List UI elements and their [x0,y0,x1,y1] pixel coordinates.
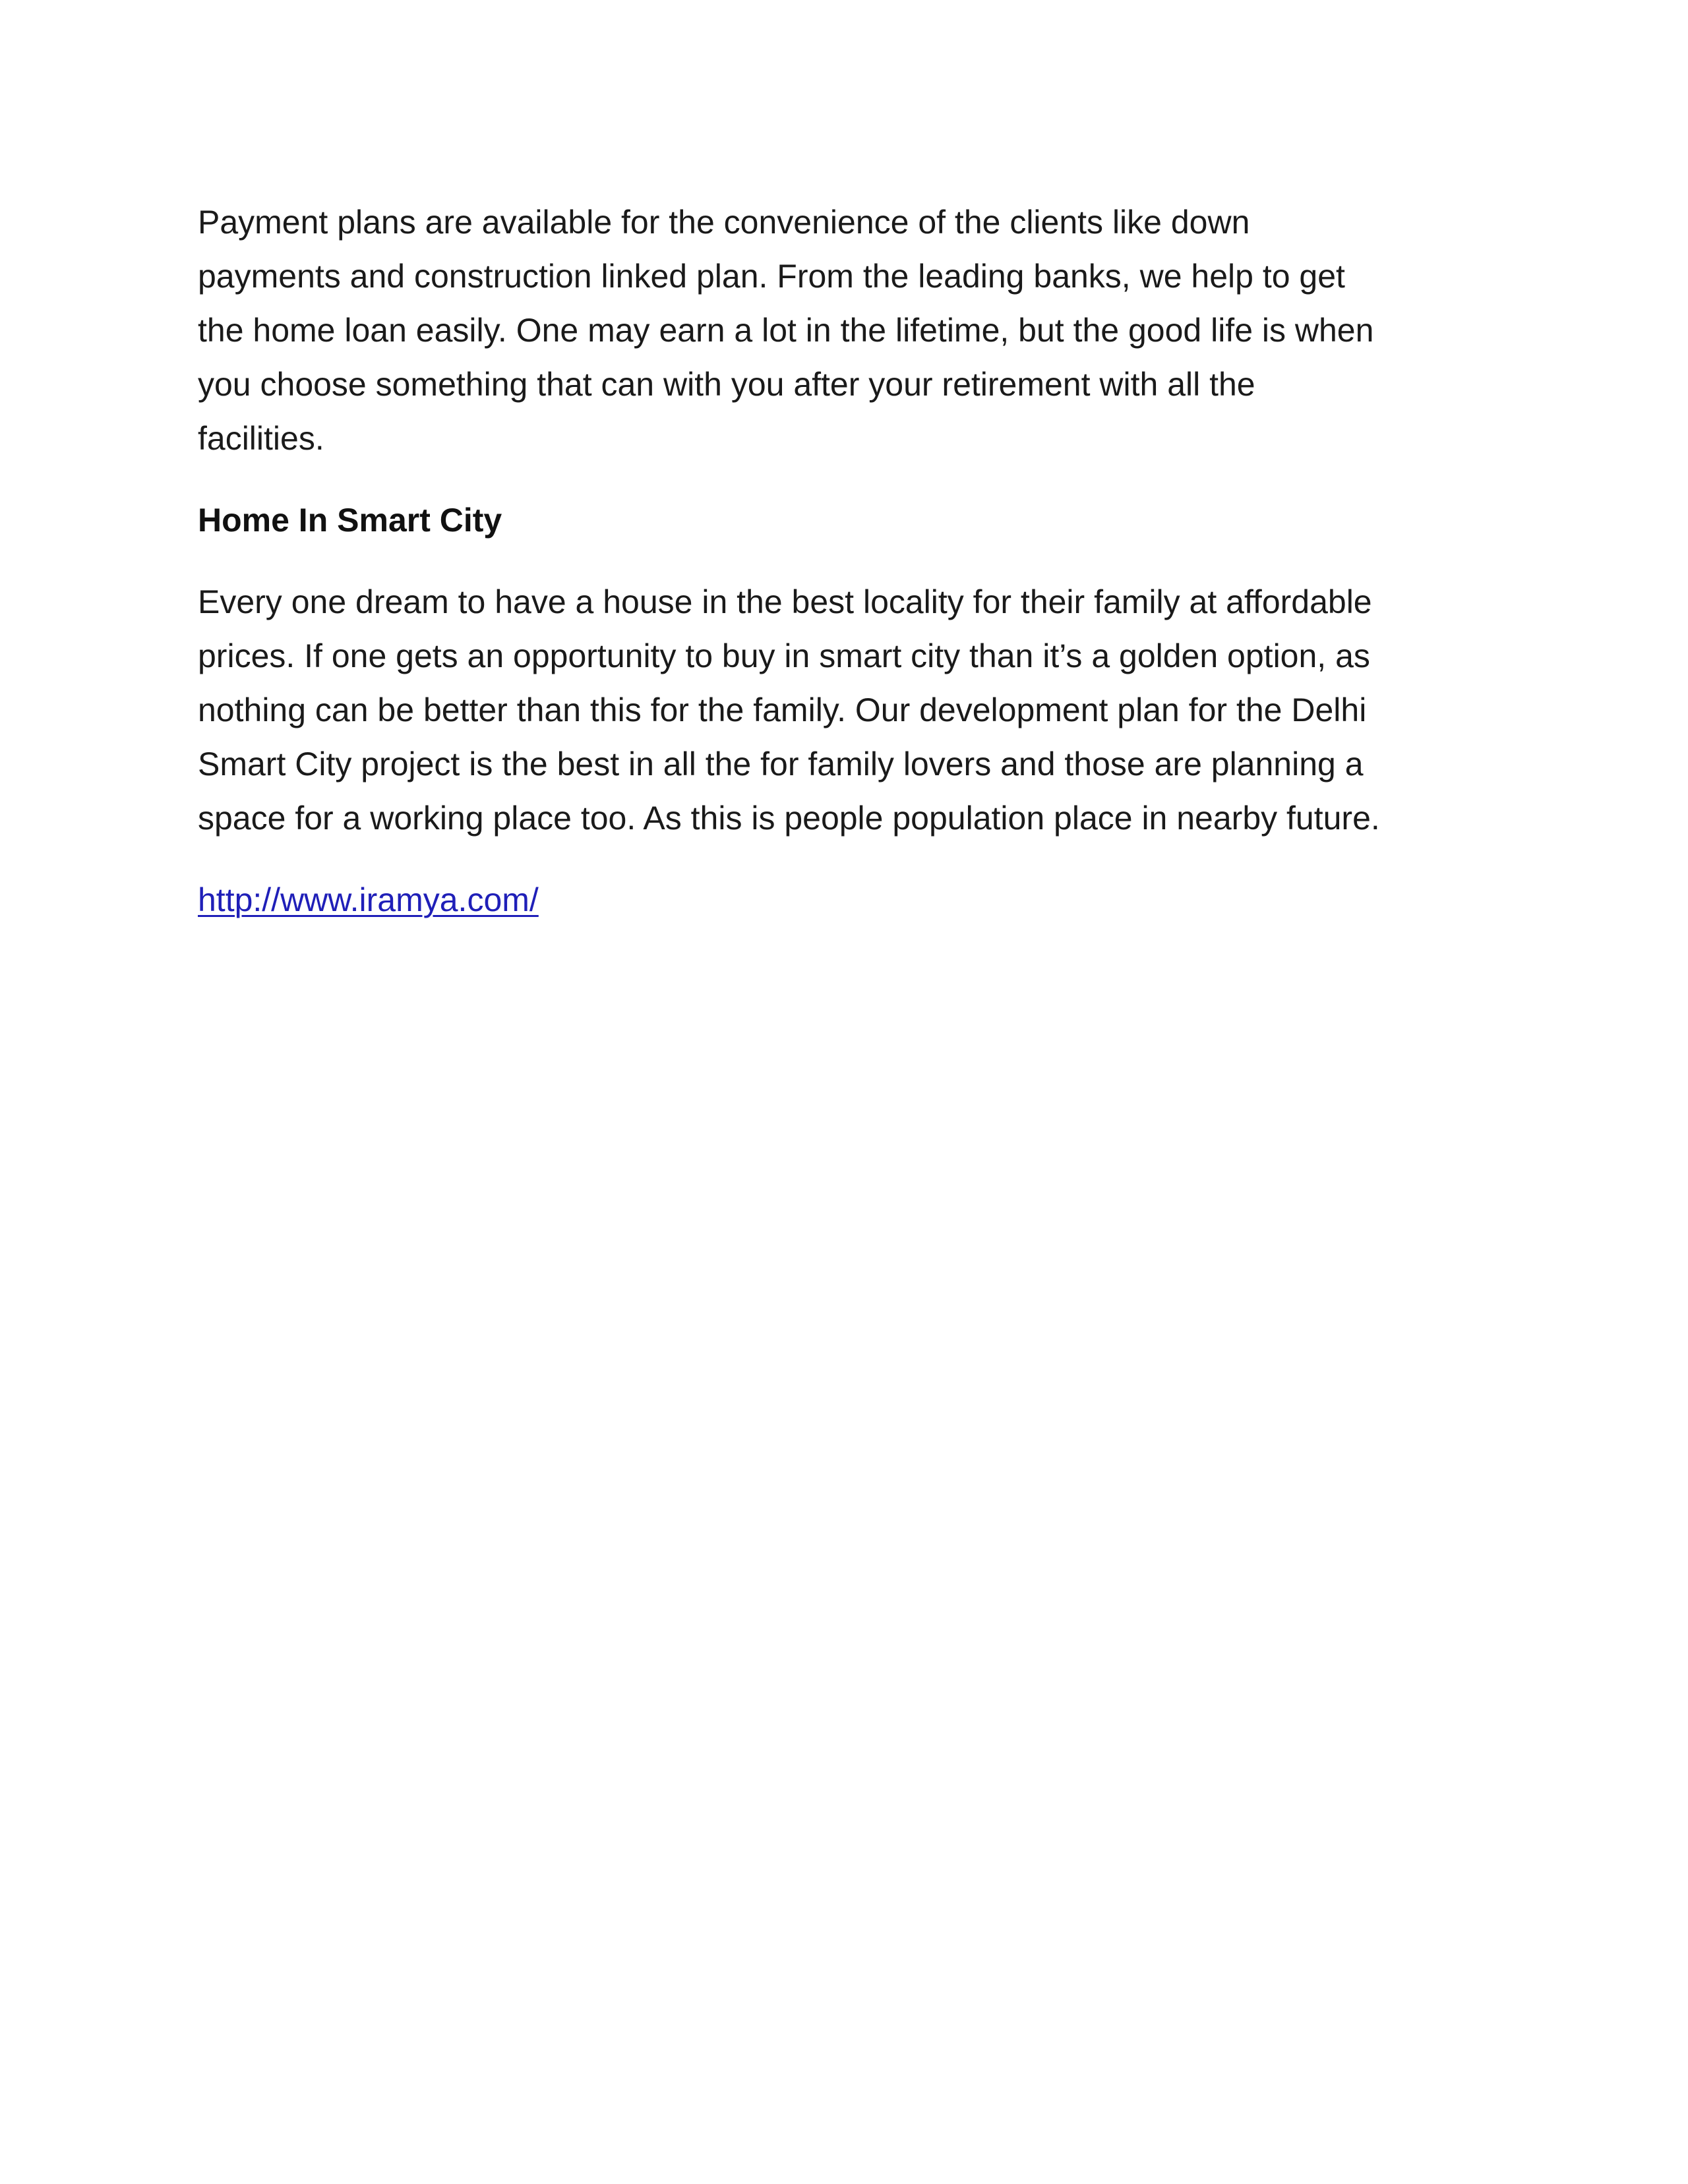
text-line: payments and construction linked plan. From the leading banks, we help to get [198,258,1345,295]
document-body [198,195,1510,927]
text-line: prices. If one gets an opportunity to buy in smart city than it’s a golden option, as [198,637,1370,674]
text-line: space for a working place too. As this is people population place in nearby future. [198,800,1380,837]
text-line: you choose something that can with you after your retirement with all the [198,366,1255,403]
text-line: Smart City project is the best in all the for family lovers and those are planning a [198,746,1364,782]
paragraph-payment-plans [198,195,1510,465]
text-line: nothing can be better than this for the family. Our development plan for the Delhi [198,692,1367,728]
text-line: Every one dream to have a house in the best locality for their family at affordable [198,583,1372,620]
text-line: Payment plans are available for the convenience of the clients like down [198,204,1250,241]
paragraph-smart-city [198,575,1510,845]
website-link[interactable]: http://www.iramya.com/ [198,881,539,918]
section-heading: Home In Smart City [198,502,502,539]
text-line: the home loan easily. One may earn a lot in the lifetime, but the good life is when [198,312,1374,349]
text-line: facilities. [198,420,324,457]
